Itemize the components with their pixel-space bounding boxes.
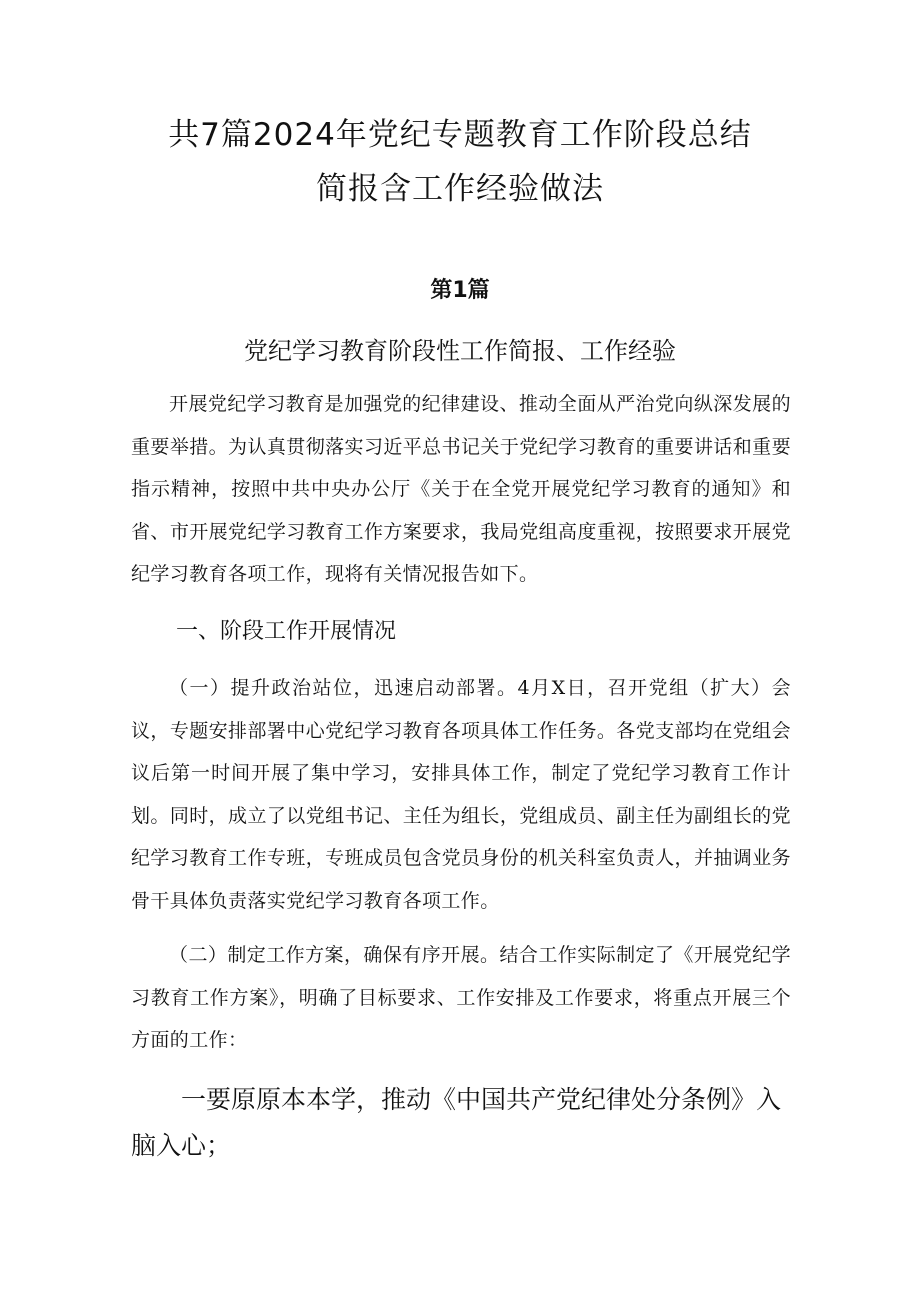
document-title <box>130 108 790 216</box>
paragraph-1: （一）提升政治站位，迅速启动部署。4月X日，召开党组（扩大）会议，专题安排部署中心党纪学习教育各项具体工作任务。各党支部均在党组会议后第一时间开展了集中学习，安排具体工作，制定了党纪学习教育工作计划。同时，成立了以党组书记、主任为组长，党组成员、副主任为副组长的党纪学习教育工作专班，专班成员包含党员身份的机关科室负责人，并抽调业务骨干具体负责落实党纪学习教育各项工作。 <box>131 677 791 912</box>
section-heading: 一、阶段工作开展情况 <box>176 619 397 644</box>
article-number: 第1篇 <box>430 278 490 303</box>
paragraph-2: （二）制定工作方案，确保有序开展。结合工作实际制定了《开展党纪学习教育工作方案》，明确了目标要求、工作安排及工作要求，将重点开展三个方面的工作： <box>131 944 791 1052</box>
article-title: 党纪学习教育阶段性工作简报、工作经验 <box>244 337 676 365</box>
intro-paragraph: 开展党纪学习教育是加强党的纪律建设、推动全面从严治党向纵深发展的重要举措。为认真贯彻落实习近平总书记关于党纪学习教育的重要讲话和重要指示精神，按照中共中央办公厅《关于在全党开展党纪学习教育的通知》和省、市开展党纪学习教育工作方案要求，我局党组高度重视，按照要求开展党纪学习教育各项工作，现将有关情况报告如下。 <box>131 393 791 586</box>
point-1: 一要原原本本学，推动《中国共产党纪律处分条例》入脑入心； <box>131 1085 782 1160</box>
title-line-1: 共7篇2024年党纪专题教育工作阶段总结 <box>168 117 752 153</box>
title-line-2: 简报含工作经验做法 <box>316 171 604 207</box>
